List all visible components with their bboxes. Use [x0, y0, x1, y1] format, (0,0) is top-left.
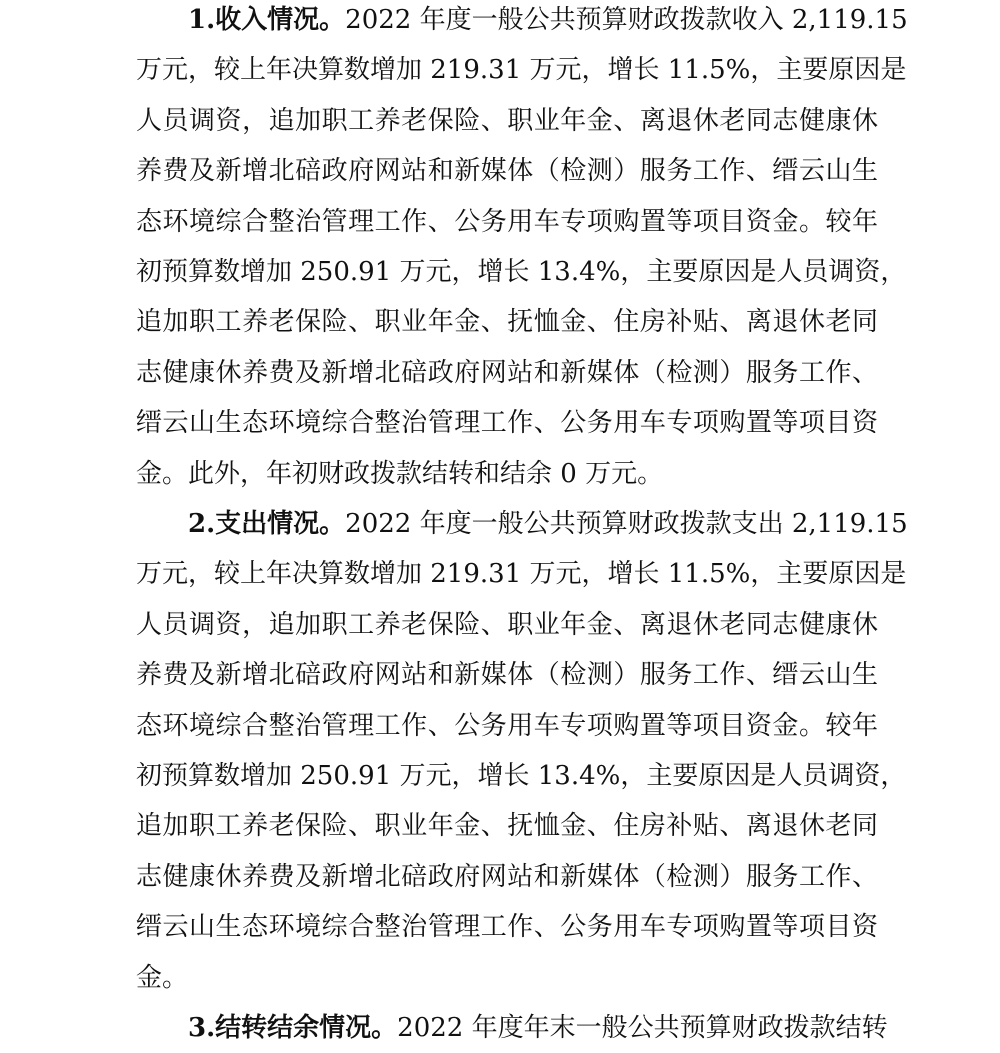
section-heading: 1.收入情况。 [188, 5, 346, 35]
paragraph-line: 追加职工养老保险、职业年金、抚恤金、住房补贴、离退休老同 [136, 811, 878, 842]
paragraph-line: 人员调资，追加职工养老保险、职业年金、离退休老同志健康休 [136, 105, 878, 136]
paragraph-line: 追加职工养老保险、职业年金、抚恤金、住房补贴、离退休老同 [136, 307, 878, 338]
paragraph-line: 态环境综合整治管理工作、公务用车专项购置等项目资金。较年 [136, 206, 878, 237]
paragraph-line: 志健康休养费及新增北碚政府网站和新媒体（检测）服务工作、 [136, 861, 878, 892]
paragraph-line: 万元，较上年决算数增加 219.31 万元，增长 11.5%，主要原因是 [136, 559, 907, 590]
paragraph-line: 初预算数增加 250.91 万元，增长 13.4%，主要原因是人员调资， [136, 257, 907, 288]
section-heading: 2.支出情况。 [188, 509, 346, 539]
paragraph-carryover [136, 1003, 888, 1053]
paragraph-line: 养费及新增北碚政府网站和新媒体（检测）服务工作、缙云山生 [136, 156, 878, 187]
paragraph-line: 志健康休养费及新增北碚政府网站和新媒体（检测）服务工作、 [136, 357, 878, 388]
paragraph-line: 初预算数增加 250.91 万元，增长 13.4%，主要原因是人员调资， [136, 761, 907, 792]
paragraph-income [136, 0, 908, 499]
paragraph-line: 金。 [136, 962, 189, 993]
paragraph-line: 缙云山生态环境综合整治管理工作、公务用车专项购置等项目资 [136, 408, 878, 439]
paragraph-line: 态环境综合整治管理工作、公务用车专项购置等项目资金。较年 [136, 710, 878, 741]
paragraph-expenditure [136, 499, 908, 1003]
section-heading: 3.结转结余情况。 [188, 1013, 398, 1043]
paragraph-text: 2022 年度年末一般公共预算财政拨款结转 [397, 1013, 888, 1043]
paragraph-text: 2022 年度一般公共预算财政拨款支出 2,119.15 [345, 509, 908, 539]
paragraph-line [136, 499, 908, 549]
paragraph-line [136, 1003, 888, 1053]
paragraph-line: 养费及新增北碚政府网站和新媒体（检测）服务工作、缙云山生 [136, 660, 878, 691]
paragraph-line: 人员调资，追加职工养老保险、职业年金、离退休老同志健康休 [136, 609, 878, 640]
paragraph-text: 2022 年度一般公共预算财政拨款收入 2,119.15 [345, 5, 908, 35]
paragraph-line: 缙云山生态环境综合整治管理工作、公务用车专项购置等项目资 [136, 912, 878, 943]
paragraph-line: 万元，较上年决算数增加 219.31 万元，增长 11.5%，主要原因是 [136, 55, 907, 86]
paragraph-line [136, 0, 908, 45]
paragraph-line: 金。此外，年初财政拨款结转和结余 0 万元。 [136, 458, 664, 489]
